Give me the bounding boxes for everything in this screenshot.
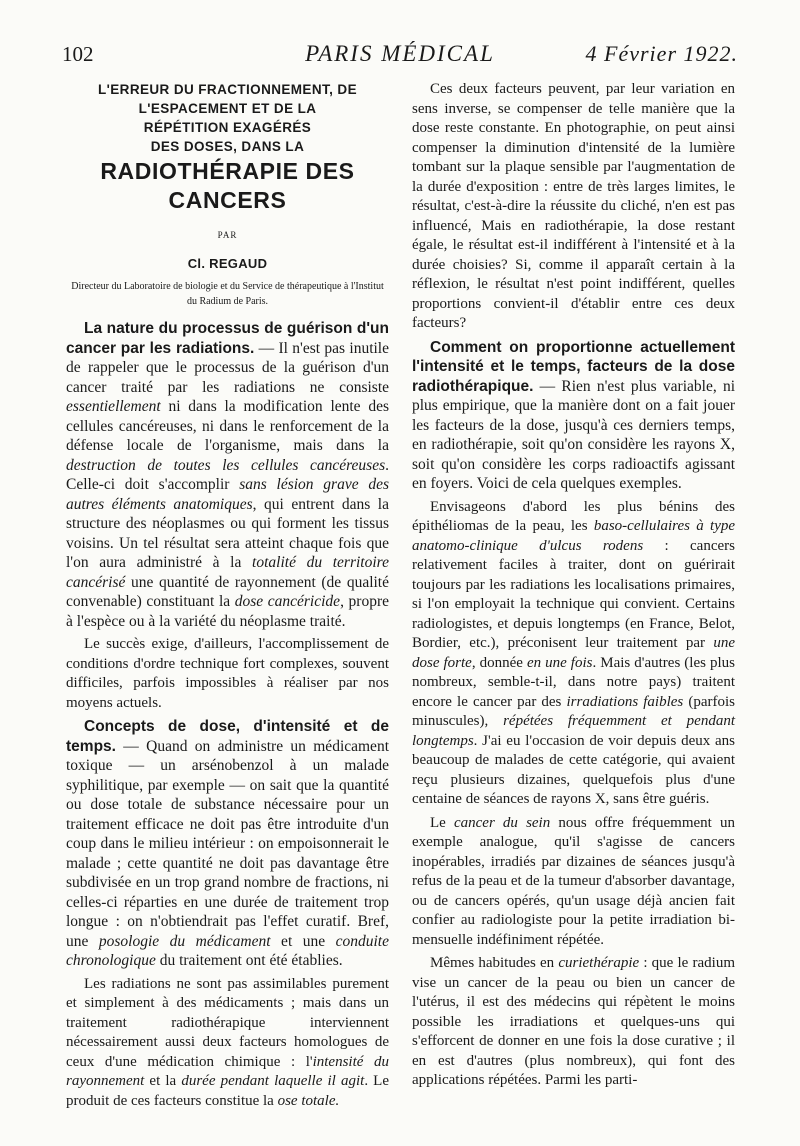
page-number: 102	[62, 42, 94, 66]
title-line: L'ERREUR DU FRACTIONNEMENT, DE	[98, 82, 357, 97]
right-column	[412, 80, 735, 1095]
paragraph: Comment on proportionne actuellement l'intensité et le temps, facteurs de la dose radiothérapique. — Rien n'est plus variable, ni plus empirique, que la manière dont on a fait jouer les facteurs de la dose, jusqu'à ces derniers temps, en radiothérapie, soit qu'on considère les rayons X, soit qu'on considère les corps radioactifs agissant en foyers. Voici de cela quelques exemples.	[412, 338, 735, 492]
paragraph: Mêmes habitudes en curiethérapie : que le radium vise un cancer de la peau ou bien un cancer de l'utérus, il est des médecins qui répètent le moins possible les irradiations et quelques-uns qui s'efforcent de donner en une fois la dose curative ; il en est d'autres (plus nombreux), qui font des applications répétées. Parmi les parti-	[412, 955, 735, 1088]
author-name: Cl. REGAUD	[187, 255, 268, 271]
section-heading: Concepts de dose, d'intensité et de temps.	[66, 718, 389, 755]
paragraph: La nature du processus de guérison d'un cancer par les radiations. — Il n'est pas inutile de rappeler que le processus de la guérison d'un cancer traité par les radiations ne consiste essentiellement ni dans la modification lente des cellules cancéreuses, ni dans le renforcement de la défense locale de l'organisme, mais dans la destruction de toutes les cellules cancéreuses. Celle-ci doit s'accomplir sans lésion grave des autres éléments anatomiques, qui entrent dans la structure des néoplasmes ou qui forment les tissus voisins. Un tel résultat sera atteint chaque fois que l'on aura administré à la totalité du territoire cancérisé une quantité de rayonnement (de qualité convenable) constituant la dose cancéricide, propre à l'espèce ou à la variété du néoplasme traité.	[66, 320, 390, 630]
journal-title: PARIS MÉDICAL	[305, 41, 495, 66]
paragraph: Le succès exige, d'ailleurs, l'accomplissement de conditions d'ordre technique fort complexes, souvent difficiles, parfois impossibles à réaliser par nos moyens actuels.	[66, 636, 389, 711]
paragraph: Les radiations ne sont pas assimilables purement et simplement à des médicaments ; mais dans un traitement radiothérapique interviennent nécessairement aussi deux facteurs homologues de ceux d'une médication chimique : l'intensité du rayonnement et la durée pendant laquelle il agit. Le produit de ces facteurs constitue la ose totale.	[66, 975, 390, 1109]
paragraph: Le cancer du sein nous offre fréquemment un exemple analogue, qu'il s'agisse de cancers inopérables, irradiés par dizaines de séances jusqu'à refus de la peau et de la tumeur d'absorber davantage, ou de cancers opérés, qu'un usage déjà ancien fait confier au radiologiste pour la petite irradiation bi-mensuelle indéfiniment répétée.	[412, 814, 735, 948]
running-header	[62, 38, 738, 68]
paragraph: Concepts de dose, d'intensité et de temps. — Quand on administre un médicament toxique — un arsénobenzol à un malade syphilitique, par exemple — on sait que la quantité ou dose totale de substance nécessaire pour un traitement efficace ne doit pas être introduite d'un coup dans le milieu intérieur : on empoisonnerait le malade ; cette quantité ne doit pas davantage être subdivisée en un trop grand nombre de fractions, ni celles-ci réparties en une durée de traitement trop longue : on n'obtiendrait pas l'effet curatif. Bref, une posologie du médicament et une conduite chronologique du traitement ont été établies.	[66, 718, 389, 969]
title-line: DES DOSES, DANS LA	[150, 139, 305, 154]
article-title-block	[66, 80, 389, 309]
author-affiliation: Directeur du Laboratoire de biologie et du Service de thérapeutique à l'Institut du Radium de Paris.	[71, 281, 384, 307]
issue-date: 4 Février 1922.	[585, 41, 738, 66]
section-heading: La nature du processus de guérison d'un cancer par les radiations.	[66, 320, 389, 357]
paragraph: Envisageons d'abord les plus bénins des épithéliomas de la peau, les baso-cellulaires à type anatomo-clinique d'ulcus rodens : cancers relativement faciles à traiter, dont on guérirait toujours par les radiations les localisations primaires, si l'on employait la technique qui convient. Certains radiologistes, et depuis longtemps (en France, Belot, Bordier, etc.), préconisent leur traitement par une dose forte, donnée en une fois. Mais d'autres (les plus nombreux, semble-t-il, dans notre pays) traitent encore le cancer par des irradiations faibles (parfois minuscules), répétées fréquemment et pendant longtemps. J'ai eu l'occasion de voir depuis deux ans beaucoup de malades de cette catégorie, qui avaient reçu plusieurs dizaines, quelquefois plus d'une centaine de séances de rayons X, sans être guéris.	[412, 498, 736, 807]
byline-par: PAR	[217, 230, 238, 240]
title-main-line: RADIOTHÉRAPIE DES	[100, 158, 355, 184]
section-heading: Comment on proportionne actuellement l'intensité et le temps, facteurs de la dose radiothérapique.	[412, 338, 735, 395]
title-line: RÉPÉTITION EXAGÉRÉS	[143, 120, 312, 135]
left-column	[66, 80, 389, 1115]
title-main-line: CANCERS	[168, 187, 287, 213]
title-line: L'ESPACEMENT ET DE LA	[138, 101, 317, 116]
paragraph: Ces deux facteurs peuvent, par leur variation en sens inverse, se compenser de telle manière que la dose reste constante. En photographie, on peut ainsi compenser la diminution d'intensité de la lumière tombant sur la plaque sensible par l'augmentation de la durée d'exposition : entre de très larges limites, le résultat, c'est-à-dire la réussite du cliché, n'en est pas influencé, Mais en radiothérapie, la dose restant égale, le résultat est-il indifférent à l'intensité et à la durée choisies? Si, comme il apparaît certain à la réflexion, le résultat n'est point indifférent, quelles proportions convient-il d'établir entre ces deux facteurs?	[412, 81, 735, 331]
